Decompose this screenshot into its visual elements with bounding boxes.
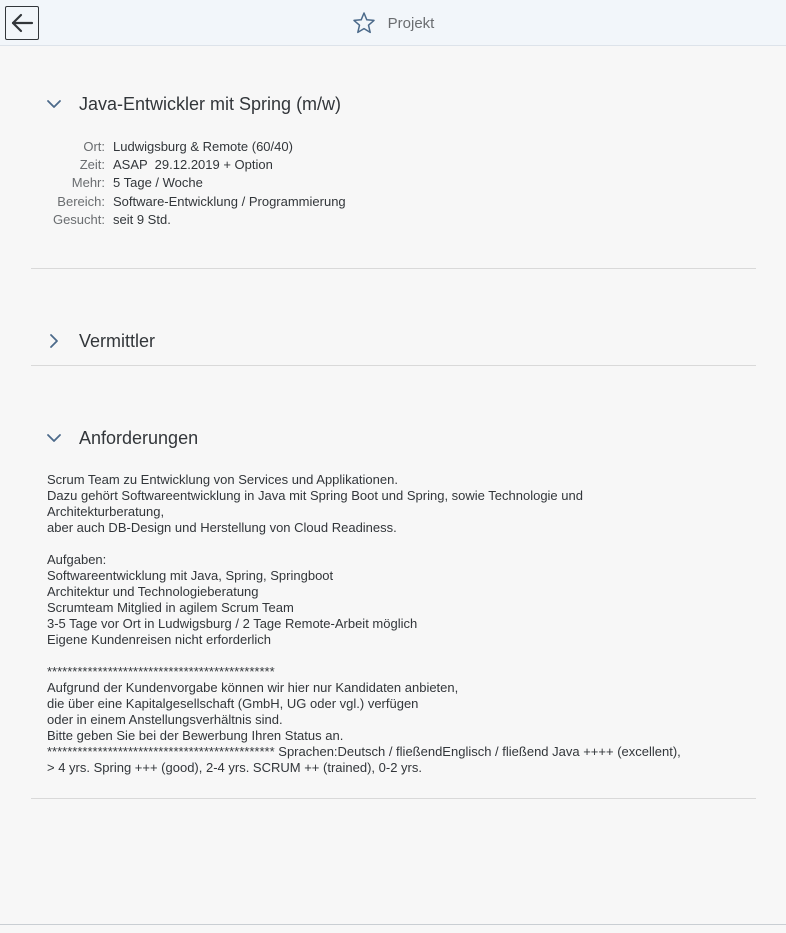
detail-label: Mehr: <box>71 175 105 191</box>
detail-value: Software-Entwicklung / Programmierung <box>113 193 346 209</box>
divider <box>31 798 756 799</box>
text-line: die über eine Kapitalgesellschaft (GmbH, UG oder vgl.) verfügen <box>47 696 419 711</box>
text-line: Bitte geben Sie bei der Bewerbung Ihren Status an. <box>47 728 344 743</box>
detail-row-mehr <box>31 174 346 192</box>
text-line: Aufgrund der Kundenvorgabe können wir hier nur Kandidaten anbieten, <box>47 680 459 695</box>
chevron-right-icon <box>46 333 62 349</box>
page-title: Projekt <box>387 14 435 32</box>
detail-value: ASAP 29.12.2019 + Option <box>113 157 273 173</box>
text-line: ********************************************* <box>47 664 275 679</box>
section-title-vermittler: Vermittler <box>79 330 156 351</box>
app-header <box>0 0 786 46</box>
text-line: Aufgaben: <box>47 552 107 567</box>
job-title: Java-Entwickler mit Spring (m/w) <box>79 93 342 114</box>
detail-value: 5 Tage / Woche <box>113 175 203 191</box>
section-header-anforderungen[interactable] <box>31 426 198 450</box>
chevron-down-icon <box>46 430 62 446</box>
text-line: ********************************************* Sprachen:Deutsch / fließendEnglisch / fließend Java ++++ (excellent), <box>47 744 681 759</box>
detail-label: Gesucht: <box>52 211 105 227</box>
detail-row-bereich <box>31 193 346 211</box>
text-line: Softwareentwicklung mit Java, Spring, Springboot <box>47 568 334 583</box>
section-header-vermittler[interactable] <box>31 329 155 353</box>
favorite-star-icon[interactable] <box>352 11 376 35</box>
text-line: Eigene Kundenreisen nicht erforderlich <box>47 632 272 647</box>
text-line: Architekturberatung, <box>47 504 165 519</box>
header-title-group <box>0 0 786 46</box>
detail-value: seit 9 Std. <box>113 211 171 227</box>
detail-row-gesucht <box>31 211 346 229</box>
detail-row-ort <box>31 138 346 156</box>
text-line: aber auch DB-Design und Herstellung von Cloud Readiness. <box>47 520 397 535</box>
text-line: Scrumteam Mitglied in agilem Scrum Team <box>47 600 294 615</box>
detail-label: Ort: <box>83 139 105 154</box>
section-title-anforderungen: Anforderungen <box>79 427 199 448</box>
text-line: Dazu gehört Softwareentwicklung in Java mit Spring Boot und Spring, sowie Technologie und <box>47 488 583 503</box>
text-line <box>47 648 747 664</box>
requirements-text <box>47 472 747 776</box>
divider <box>31 268 756 269</box>
detail-row-zeit <box>31 156 346 174</box>
detail-label: Bereich: <box>57 193 105 209</box>
detail-label: Zeit: <box>79 157 105 173</box>
section-header-job[interactable] <box>31 92 341 116</box>
text-line: Scrum Team zu Entwicklung von Services und Applikationen. <box>47 472 398 487</box>
detail-value: Ludwigsburg & Remote (60/40) <box>113 139 293 154</box>
text-line: oder in einem Anstellungsverhältnis sind. <box>47 712 283 727</box>
divider <box>31 365 756 366</box>
chevron-down-icon <box>46 96 62 112</box>
text-line <box>47 536 747 552</box>
job-details <box>31 138 346 229</box>
text-line: 3-5 Tage vor Ort in Ludwigsburg / 2 Tage Remote-Arbeit möglich <box>47 616 418 631</box>
text-line: > 4 yrs. Spring +++ (good), 2-4 yrs. SCRUM ++ (trained), 0-2 yrs. <box>47 760 422 775</box>
footer-strip <box>0 924 786 933</box>
text-line: Architektur und Technologieberatung <box>47 584 259 599</box>
